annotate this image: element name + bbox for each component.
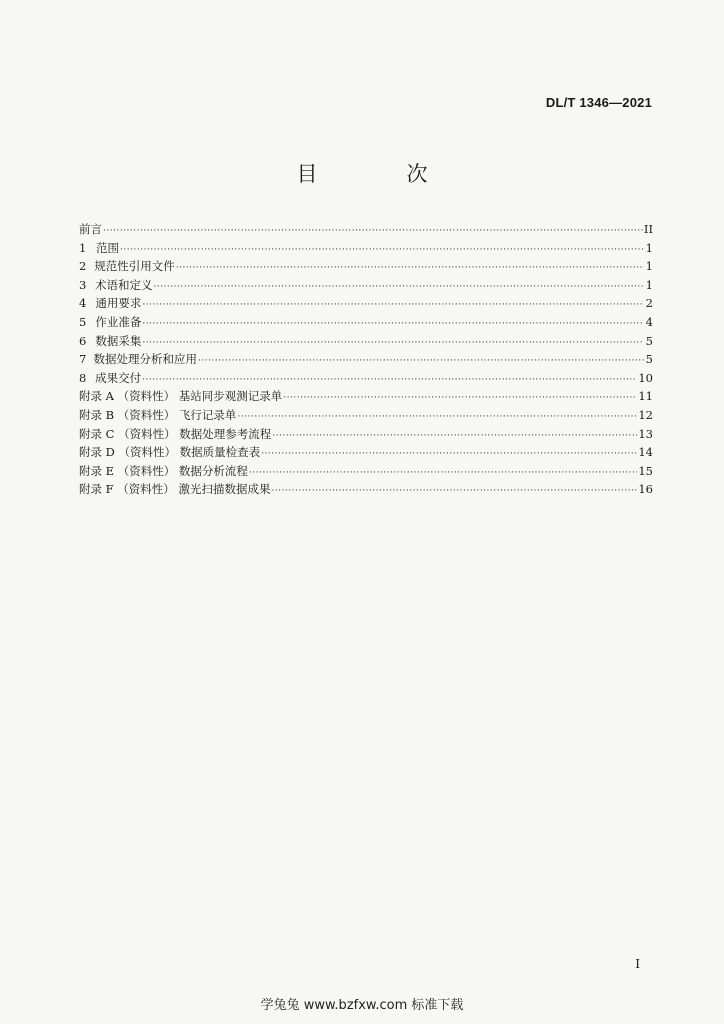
toc-entry-appendix-b[interactable] xyxy=(79,406,653,425)
toc-entry-label: 数据处理分析和应用 xyxy=(93,352,198,367)
dot-leader xyxy=(261,445,637,464)
toc-entry-page: 14 xyxy=(638,445,653,460)
toc-entry-3[interactable] xyxy=(79,276,653,295)
dot-leader xyxy=(153,278,644,297)
dot-leader xyxy=(142,334,644,353)
toc-entry-page: 16 xyxy=(638,482,653,497)
toc-entry-label: 数据采集 xyxy=(95,333,142,348)
toc-entry-page: 11 xyxy=(638,389,653,404)
dot-leader xyxy=(283,389,637,408)
standard-code: DL/T 1346—2021 xyxy=(545,95,652,110)
toc-entry-page: 4 xyxy=(645,314,653,329)
toc-entry-number: 3 xyxy=(79,277,87,292)
footer-watermark[interactable]: 学兔兔 www.bzfxw.com 标准下载 xyxy=(260,998,464,1013)
toc-entry-6[interactable] xyxy=(79,332,653,351)
table-of-contents xyxy=(79,220,653,499)
toc-entry-label: 作业准备 xyxy=(95,314,142,329)
toc-entry-appendix-a[interactable] xyxy=(79,387,653,406)
toc-entry-number: 7 xyxy=(79,352,87,367)
dot-leader xyxy=(198,352,644,371)
dot-leader xyxy=(272,427,637,446)
toc-entry-number: 1 xyxy=(79,240,87,255)
toc-entry-page: 1 xyxy=(645,259,653,274)
dot-leader xyxy=(249,464,637,483)
page-title: 目 次 xyxy=(296,162,462,186)
dot-leader xyxy=(237,408,637,427)
toc-entry-label: 附录 A （资料性） 基站同步观测记录单 xyxy=(79,389,283,404)
toc-entry-appendix-f[interactable] xyxy=(79,480,653,499)
dot-leader xyxy=(142,296,644,315)
toc-entry-4[interactable] xyxy=(79,294,653,313)
toc-entry-page: 15 xyxy=(638,463,653,478)
toc-entry-label: 附录 E （资料性） 数据分析流程 xyxy=(79,463,248,478)
toc-entry-8[interactable] xyxy=(79,369,653,388)
toc-entry-page: 2 xyxy=(645,296,653,311)
toc-entry-5[interactable] xyxy=(79,313,653,332)
toc-entry-page: 1 xyxy=(645,240,653,255)
toc-entry-page: 5 xyxy=(645,352,653,367)
dot-leader xyxy=(103,222,643,241)
toc-entry-number: 2 xyxy=(79,259,87,274)
toc-entry-label: 附录 B （资料性） 飞行记录单 xyxy=(79,407,237,422)
toc-entry-label: 成果交付 xyxy=(95,370,142,385)
toc-entry-page: 12 xyxy=(638,407,653,422)
toc-entry-label: 范围 xyxy=(96,240,120,255)
toc-entry-page: II xyxy=(643,222,653,236)
page-number: I xyxy=(635,957,640,971)
toc-entry-page: 10 xyxy=(638,370,653,385)
dot-leader xyxy=(176,259,644,278)
toc-entry-label: 通用要求 xyxy=(95,296,142,311)
toc-entry-label: 附录 D （资料性） 数据质量检查表 xyxy=(79,445,261,460)
dot-leader xyxy=(142,315,644,334)
toc-entry-number: 8 xyxy=(79,370,87,385)
toc-entry-label: 前言 xyxy=(79,222,102,236)
toc-entry-appendix-d[interactable] xyxy=(79,443,653,462)
toc-entry-page: 13 xyxy=(638,426,653,441)
dot-leader xyxy=(120,241,644,260)
toc-entry-2[interactable] xyxy=(79,257,653,276)
toc-entry-appendix-c[interactable] xyxy=(79,425,653,444)
dot-leader xyxy=(271,482,637,501)
toc-entry-label: 规范性引用文件 xyxy=(94,259,175,274)
toc-entry-1[interactable] xyxy=(79,239,653,258)
toc-entry-label: 术语和定义 xyxy=(94,277,153,292)
toc-entry-label: 附录 F （资料性） 激光扫描数据成果 xyxy=(79,482,271,497)
toc-entry-preface[interactable] xyxy=(79,220,653,239)
toc-entry-label: 附录 C （资料性） 数据处理参考流程 xyxy=(79,426,272,441)
toc-entry-appendix-e[interactable] xyxy=(79,462,653,481)
toc-entry-7[interactable] xyxy=(79,350,653,369)
toc-entry-page: 5 xyxy=(645,333,653,348)
toc-entry-number: 6 xyxy=(79,333,87,348)
toc-entry-number: 4 xyxy=(79,296,87,311)
toc-entry-page: 1 xyxy=(645,277,653,292)
toc-entry-number: 5 xyxy=(79,314,87,329)
